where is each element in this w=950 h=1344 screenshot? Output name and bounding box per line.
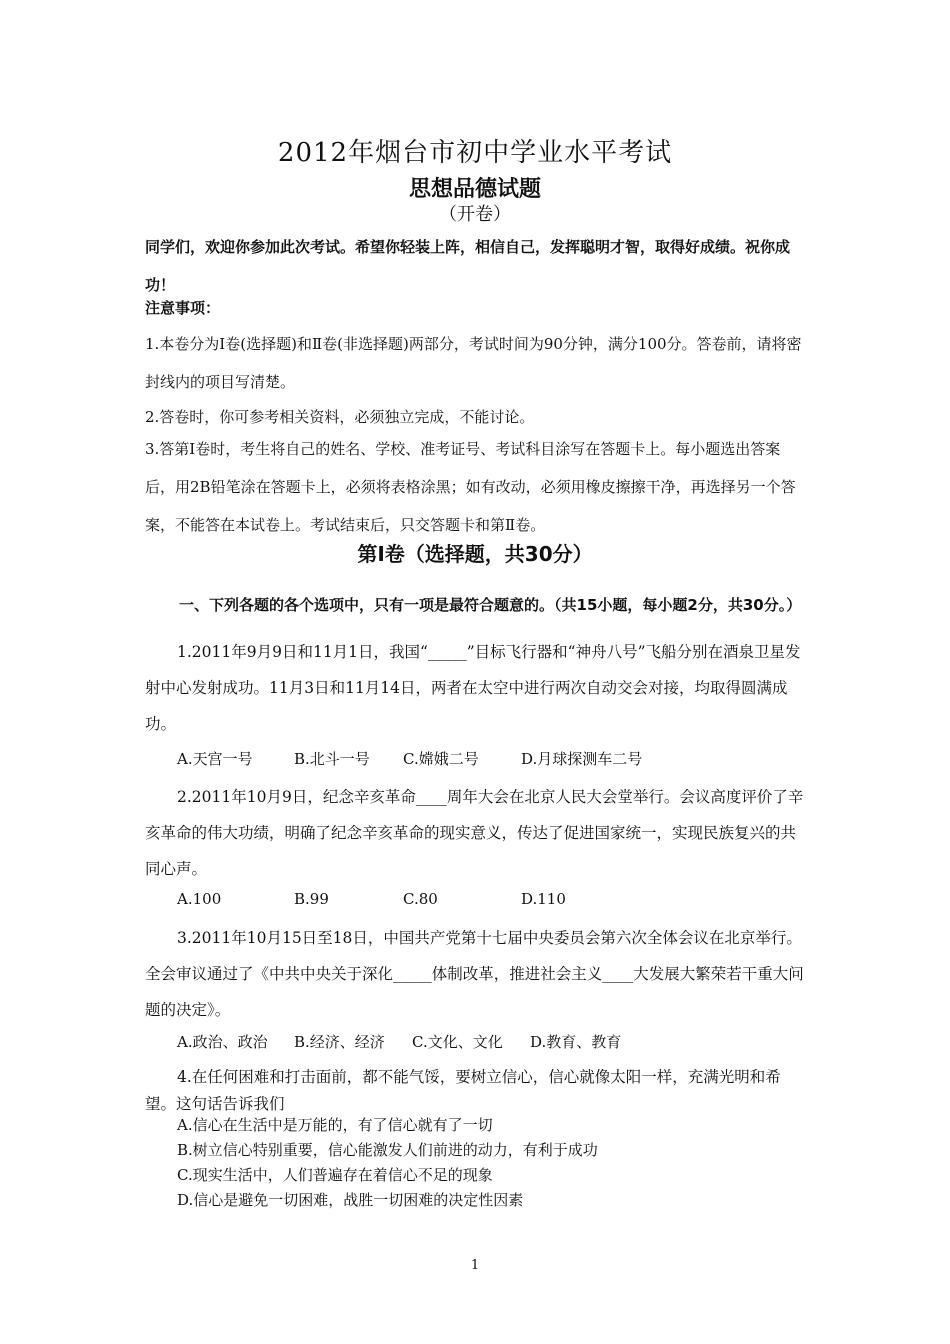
section-title: 第Ⅰ卷（选择题，共30分）: [357, 542, 593, 566]
option-a: A.信心在生活中是万能的，有了信心就有了一切: [177, 1116, 493, 1134]
option-b: B.北斗一号: [294, 750, 370, 768]
exam-title: 2012年烟台市初中学业水平考试: [277, 138, 673, 168]
open-book-note: （开卷）: [439, 204, 511, 225]
option-d: D.110: [521, 890, 566, 908]
option-b: B.99: [294, 890, 329, 908]
option-d: D.月球探测车二号: [521, 750, 643, 768]
option-c: C.现实生活中，人们普遍存在着信心不足的现象: [177, 1166, 493, 1184]
question-3-options: [177, 1031, 621, 1052]
greeting: 同学们，欢迎你参加此次考试。希望你轻装上阵，相信自己，发挥聪明才智，取得好成绩。祝你成功！: [145, 238, 791, 294]
option-d: D.信心是避免一切困难，战胜一切困难的决定性因素: [177, 1191, 524, 1209]
option-a: A.100: [177, 890, 222, 908]
option-c: C.嫦娥二号: [403, 750, 479, 768]
notice-item-1: 1.本卷分为Ⅰ卷(选择题)和Ⅱ卷(非选择题)两部分，考试时间为90分钟，满分100分。答卷前，请将密封线内的项目写清楚。: [145, 335, 802, 391]
question-2-options: [177, 890, 566, 908]
subject-title: 思想品德试题: [408, 177, 541, 202]
question-1-stem: 1.2011年9月9日和11月1日，我国“_____”目标飞行器和“神舟八号”飞船分别在酒泉卫星发射中心发射成功。11月3日和11月14日，两者在太空中进行两次自动交会对接，均取得圆满成功。: [145, 643, 801, 733]
option-c: C.80: [403, 890, 438, 908]
question-1-options: [177, 748, 642, 769]
question-3-stem: 3.2011年10月15日至18日，中国共产党第十七届中央委员会第六次全体会议在北京举行。全会审议通过了《中共中央关于深化_____体制改革，推进社会主义____大发展大繁荣若干重大问题的决定》。: [145, 929, 804, 1019]
option-d: D.教育、教育: [530, 1033, 622, 1051]
notice-item-3: 3.答第Ⅰ卷时，考生将自己的姓名、学校、准考证号、考试科目涂写在答题卡上。每小题选出答案后，用2B铅笔涂在答题卡上，必须将表格涂黑；如有改动，必须用橡皮擦擦干净，再选择另一个答案，不能答在本试卷上。考试结束后，只交答题卡和第Ⅱ卷。: [145, 440, 796, 534]
option-a: A.天宫一号: [177, 750, 253, 768]
notice-heading: 注意事项：: [145, 299, 221, 317]
option-b: B.经济、经济: [294, 1033, 385, 1051]
section-instruction: 一、下列各题的各个选项中，只有一项是最符合题意的。（共15小题，每小题2分，共30分。）: [179, 596, 802, 614]
option-b: B.树立信心特别重要，信心能激发人们前进的动力，有利于成功: [177, 1141, 598, 1159]
notice-item-2: 2.答卷时，你可参考相关资料，必须独立完成，不能讨论。: [145, 408, 535, 426]
page-number: 1: [470, 1258, 480, 1273]
option-c: C.文化、文化: [412, 1033, 503, 1051]
question-4-options: [177, 1113, 598, 1213]
option-a: A.政治、政治: [177, 1033, 268, 1051]
question-4-stem: 4.在任何困难和打击面前，都不能气馁，要树立信心，信心就像太阳一样，充满光明和希望。这句话告诉我们: [145, 1068, 781, 1113]
question-2-stem: 2.2011年10月9日，纪念辛亥革命____周年大会在北京人民大会堂举行。会议高度评价了辛亥革命的伟大功绩，明确了纪念辛亥革命的现实意义，传达了促进国家统一，实现民族复兴的共同心声。: [145, 788, 804, 878]
